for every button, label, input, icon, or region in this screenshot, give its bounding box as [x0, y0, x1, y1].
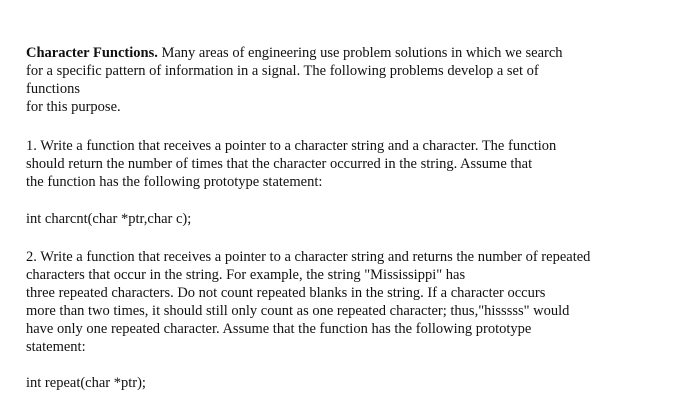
problem-1-line-3: the function has the following prototype statement:	[26, 174, 323, 190]
problem-2-line-1: 2. Write a function that receives a pointer to a character string and returns the number of repeated	[26, 249, 591, 265]
problem-2-prototype: int repeat(char *ptr);	[26, 375, 146, 391]
section-heading: Character Functions.	[26, 45, 158, 61]
document-page	[26, 0, 686, 408]
problem-2-line-5: have only one repeated character. Assume that the function has the following prototype	[26, 321, 532, 337]
problem-1-line-2: should return the number of times that the character occurred in the string. Assume that	[26, 156, 533, 172]
intro-line-3: functions	[26, 81, 80, 97]
intro-line-1-text: Many areas of engineering use problem solutions in which we search	[157, 45, 563, 61]
problem-2-line-2: characters that occur in the string. For example, the string "Mississippi" has	[26, 267, 466, 283]
problem-2-line-4: more than two times, it should still only count as one repeated character; thus,"hisssss" would	[26, 303, 570, 319]
problem-2-line-6: statement:	[26, 339, 86, 355]
intro-line-1	[26, 44, 563, 62]
intro-line-4: for this purpose.	[26, 99, 121, 115]
intro-line-2: for a specific pattern of information in a signal. The following problems develop a set of	[26, 63, 539, 79]
problem-1-line-1: 1. Write a function that receives a pointer to a character string and a character. The function	[26, 138, 557, 154]
problem-1-prototype: int charcnt(char *ptr,char c);	[26, 211, 192, 227]
problem-2-line-3: three repeated characters. Do not count repeated blanks in the string. If a character occurs	[26, 285, 546, 301]
